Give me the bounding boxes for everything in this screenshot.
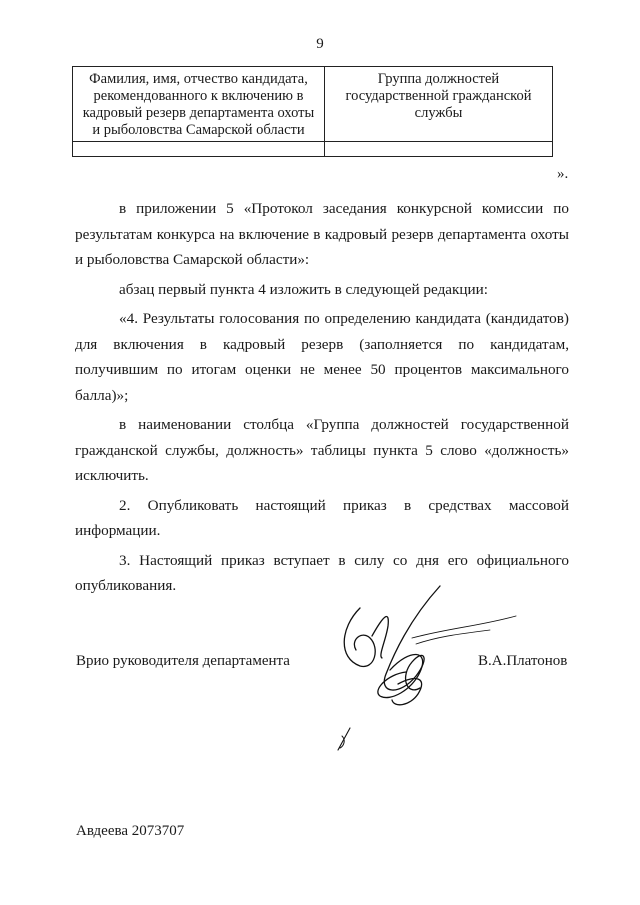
page-number: 9 [316,36,324,52]
paragraph-item-4-intro: абзац первый пункта 4 изложить в следующей редакции: [119,280,489,298]
table-header-candidate: Фамилия, имя, отчество кандидата, рекомендованного к включению в кадровый резерв департамента охоты и рыболовства Самарской области [73,67,325,142]
closing-quote: ». [557,166,569,182]
paragraph-item-4-text: «4. Результаты голосования по определению кандидата (кандидатов) для включения в кадровый резерв (заполняется по кандидатам, получившим по итогам оценки не менее 50 процентов максимального балла)»; [75,310,569,404]
candidates-table [72,66,553,157]
table-header-position-group: Группа должностей государственной гражданской службы [325,67,553,142]
table-row [73,142,553,157]
paragraph-effective: 3. Настоящий приказ вступает в силу со дня его официального опубликования. [75,551,569,594]
table-cell-empty [73,142,325,157]
signer-name: В.А.Платонов [478,653,568,669]
footer-author: Авдеева 2073707 [76,823,185,839]
paragraph-publish: 2. Опубликовать настоящий приказ в средствах массовой информации. [75,496,569,539]
document-body [75,196,569,599]
table-cell-empty [325,142,553,157]
table-header-row [73,67,553,142]
paragraph-appendix-5: в приложении 5 «Протокол заседания конкурсной комиссии по результатам конкурса на включение в кадровый резерв департамента охоты и рыболовства Самарской области»: [75,200,569,268]
paragraph-column-rename: в наименовании столбца «Группа должностей государственной гражданской службы, должность» таблицы пункта 5 слово «должность» исключить. [75,416,569,484]
signer-position: Врио руководителя департамента [76,653,290,669]
